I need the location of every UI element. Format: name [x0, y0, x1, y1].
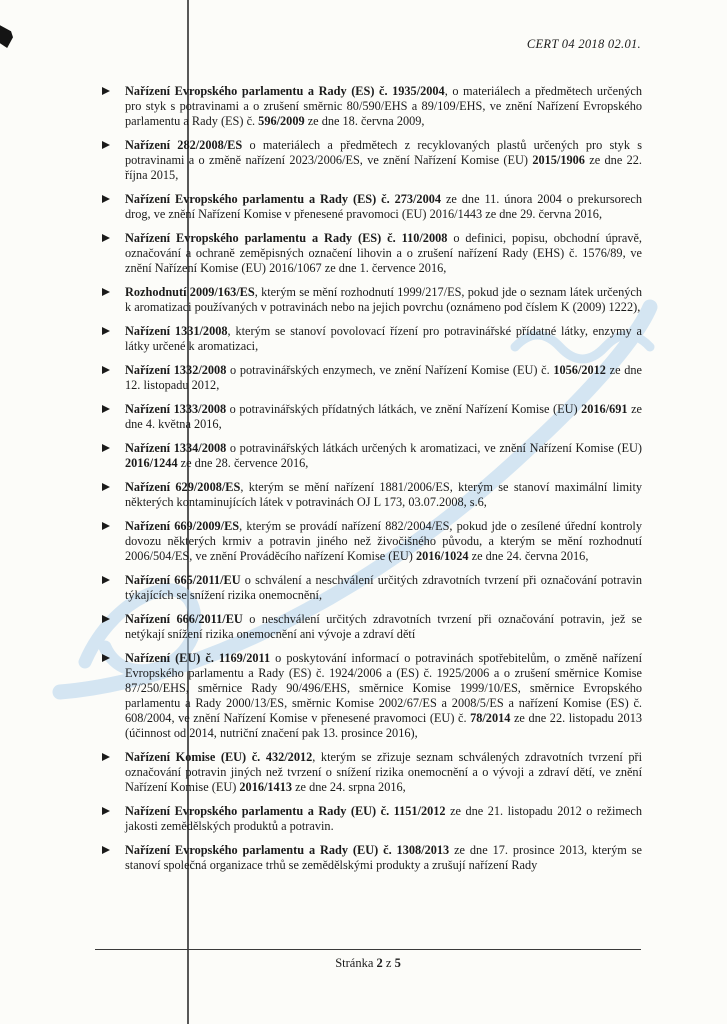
scan-artifact-mark [0, 24, 13, 48]
regulation-text: Nařízení (EU) č. 1169/2011 o poskytování informací o potravinách spotřebitelům, o změně nařízení Evropského parlamentu a Rady (ES) č. 1924/2006 a (ES) č. 1925/2006 a o zrušení směrnice Komise 87/250/EHS, směrnice Rady 90/496/EHS, směrnice Komise 1999/10/ES, směrnice Evropského parlamentu a Rady 2000/13/ES, směrnic Komise 2002/67/ES a 2008/5/ES a nařízení Komise (ES) č. 608/2004, ve znění Nařízení Komise v přenesené pravomoci (EU) č. 78/2014 ze dne 22. listopadu 2013 (účinnost od 2014, nutriční značení pak 13. prosince 2016), [125, 651, 642, 740]
list-item [102, 480, 642, 510]
regulation-text: Nařízení 1334/2008 o potravinářských látkách určených k aromatizaci, ve znění Nařízení Komise (EU) 2016/1244 ze dne 28. července 2016, [125, 441, 642, 470]
regulation-text: Nařízení 669/2009/ES, kterým se provádí nařízení 882/2004/ES, pokud jde o zesílené úřední kontroly dovozu některých krmiv a potravin jiného než živočišného původu, a kterým se mění rozhodnutí 2006/504/ES, ve znění Prováděcího nařízení Komise (EU) 2016/1024 ze dne 24. června 2016, [125, 519, 642, 563]
list-item [102, 231, 642, 276]
footer-page-total: 5 [394, 956, 401, 970]
regulation-text: Nařízení 1333/2008 o potravinářských přídatných látkách, ve znění Nařízení Komise (EU) 2016/691 ze dne 4. května 2016, [125, 402, 642, 431]
regulation-text: Nařízení 1332/2008 o potravinářských enzymech, ve znění Nařízení Komise (EU) č. 1056/2012 ze dne 12. listopadu 2012, [125, 363, 642, 392]
list-item [102, 441, 642, 471]
list-item [102, 804, 642, 834]
bullet-arrow-icon [102, 441, 125, 471]
footer-word: Stránka [335, 956, 374, 970]
bullet-arrow-icon [102, 750, 125, 795]
regulation-text: Nařízení 1331/2008, kterým se stanoví povolovací řízení pro potravinářské přídatné látky, enzymy a látky určené k aromatizaci, [125, 324, 642, 353]
bullet-arrow-icon [102, 651, 125, 741]
list-item [102, 363, 642, 393]
regulation-text: Nařízení 666/2011/EU o neschválení určitých zdravotních tvrzení při označování potravin, jež se netýkají snížení rizika onemocnění ani vývoje a zdraví dětí [125, 612, 642, 641]
bullet-arrow-icon [102, 804, 125, 834]
bullet-arrow-icon [102, 843, 125, 873]
list-item [102, 285, 642, 315]
bullet-arrow-icon [102, 519, 125, 564]
regulation-text: Nařízení Evropského parlamentu a Rady (ES) č. 273/2004 ze dne 11. února 2004 o prekursorech drog, ve znění Nařízení Komise v přenesené pravomoci (EU) 2016/1443 ze dne 29. června 2016, [125, 192, 642, 221]
footer-page-number: 2 [376, 956, 383, 970]
bullet-arrow-icon [102, 231, 125, 276]
footer-divider [95, 949, 641, 950]
list-item [102, 192, 642, 222]
bullet-arrow-icon [102, 480, 125, 510]
bullet-arrow-icon [102, 324, 125, 354]
list-item [102, 573, 642, 603]
bullet-arrow-icon [102, 285, 125, 315]
bullet-arrow-icon [102, 138, 125, 183]
regulation-text: Rozhodnutí 2009/163/ES, kterým se mění rozhodnutí 1999/217/ES, pokud jde o seznam látek určených k aromatizaci používaných v potravinách nebo na jejich povrchu (oznámeno pod číslem K (2009) 1222), [125, 285, 642, 314]
list-item [102, 651, 642, 741]
list-item [102, 138, 642, 183]
page-footer [95, 956, 641, 971]
regulation-text: Nařízení Evropského parlamentu a Rady (ES) č. 1935/2004, o materiálech a předmětech určených pro styk s potravinami a o zrušení směrnic 80/590/EHS a 89/109/EHS, ve znění Nařízení Evropského parlamentu a Rady (ES) č. 596/2009 ze dne 18. června 2009, [125, 84, 642, 128]
regulation-text: Nařízení 629/2008/ES, kterým se mění nařízení 1881/2006/ES, kterým se stanoví maximální limity některých kontaminujících látek v potravinách OJ L 173, 03.07.2008, s.6, [125, 480, 643, 509]
list-item [102, 612, 642, 642]
list-item [102, 843, 642, 873]
footer-of-word: z [385, 956, 392, 970]
bullet-arrow-icon [102, 612, 125, 642]
bullet-arrow-icon [102, 84, 125, 129]
list-item [102, 324, 642, 354]
regulation-list [102, 84, 642, 882]
list-item [102, 519, 642, 564]
regulation-text: Nařízení Evropského parlamentu a Rady (ES) č. 110/2008 o definici, popisu, obchodní úpravě, označování a ochraně zeměpisných označení lihovin a o zrušení nařízení Rady (EHS) č. 1576/89, ve znění Nařízení Komise (EU) 2016/1067 ze dne 1. července 2016, [125, 231, 642, 275]
list-item [102, 750, 642, 795]
bullet-arrow-icon [102, 573, 125, 603]
document-code: CERT 04 2018 02.01. [526, 37, 641, 51]
regulation-text: Nařízení Komise (EU) č. 432/2012, kterým se zřizuje seznam schválených zdravotních tvrzení při označování potravin jiných než tvrzení o snížení rizika onemocnění a o vývoji a zdraví dětí, ve znění Nařízení Komise (EU) 2016/1413 ze dne 24. srpna 2016, [125, 750, 643, 794]
bullet-arrow-icon [102, 192, 125, 222]
regulation-text: Nařízení Evropského parlamentu a Rady (EU) č. 1308/2013 ze dne 17. prosince 2013, kterým se stanoví společná organizace trhů se zemědělskými produkty a zrušují nařízení Rady [125, 843, 643, 872]
bullet-arrow-icon [102, 402, 125, 432]
list-item [102, 402, 642, 432]
list-item [102, 84, 642, 129]
regulation-text: Nařízení 282/2008/ES o materiálech a předmětech z recyklovaných plastů určených pro styk s potravinami a o změně nařízení 2023/2006/ES, ve znění Nařízení Komise (EU) 2015/1906 ze dne 22. října 2015, [125, 138, 643, 182]
regulation-text: Nařízení Evropského parlamentu a Rady (EU) č. 1151/2012 ze dne 21. listopadu 2012 o režimech jakosti zemědělských produktů a potravin. [125, 804, 642, 833]
bullet-arrow-icon [102, 363, 125, 393]
regulation-text: Nařízení 665/2011/EU o schválení a neschválení určitých zdravotních tvrzení při označování potravin týkajících se snížení rizika onemocnění, [125, 573, 642, 602]
